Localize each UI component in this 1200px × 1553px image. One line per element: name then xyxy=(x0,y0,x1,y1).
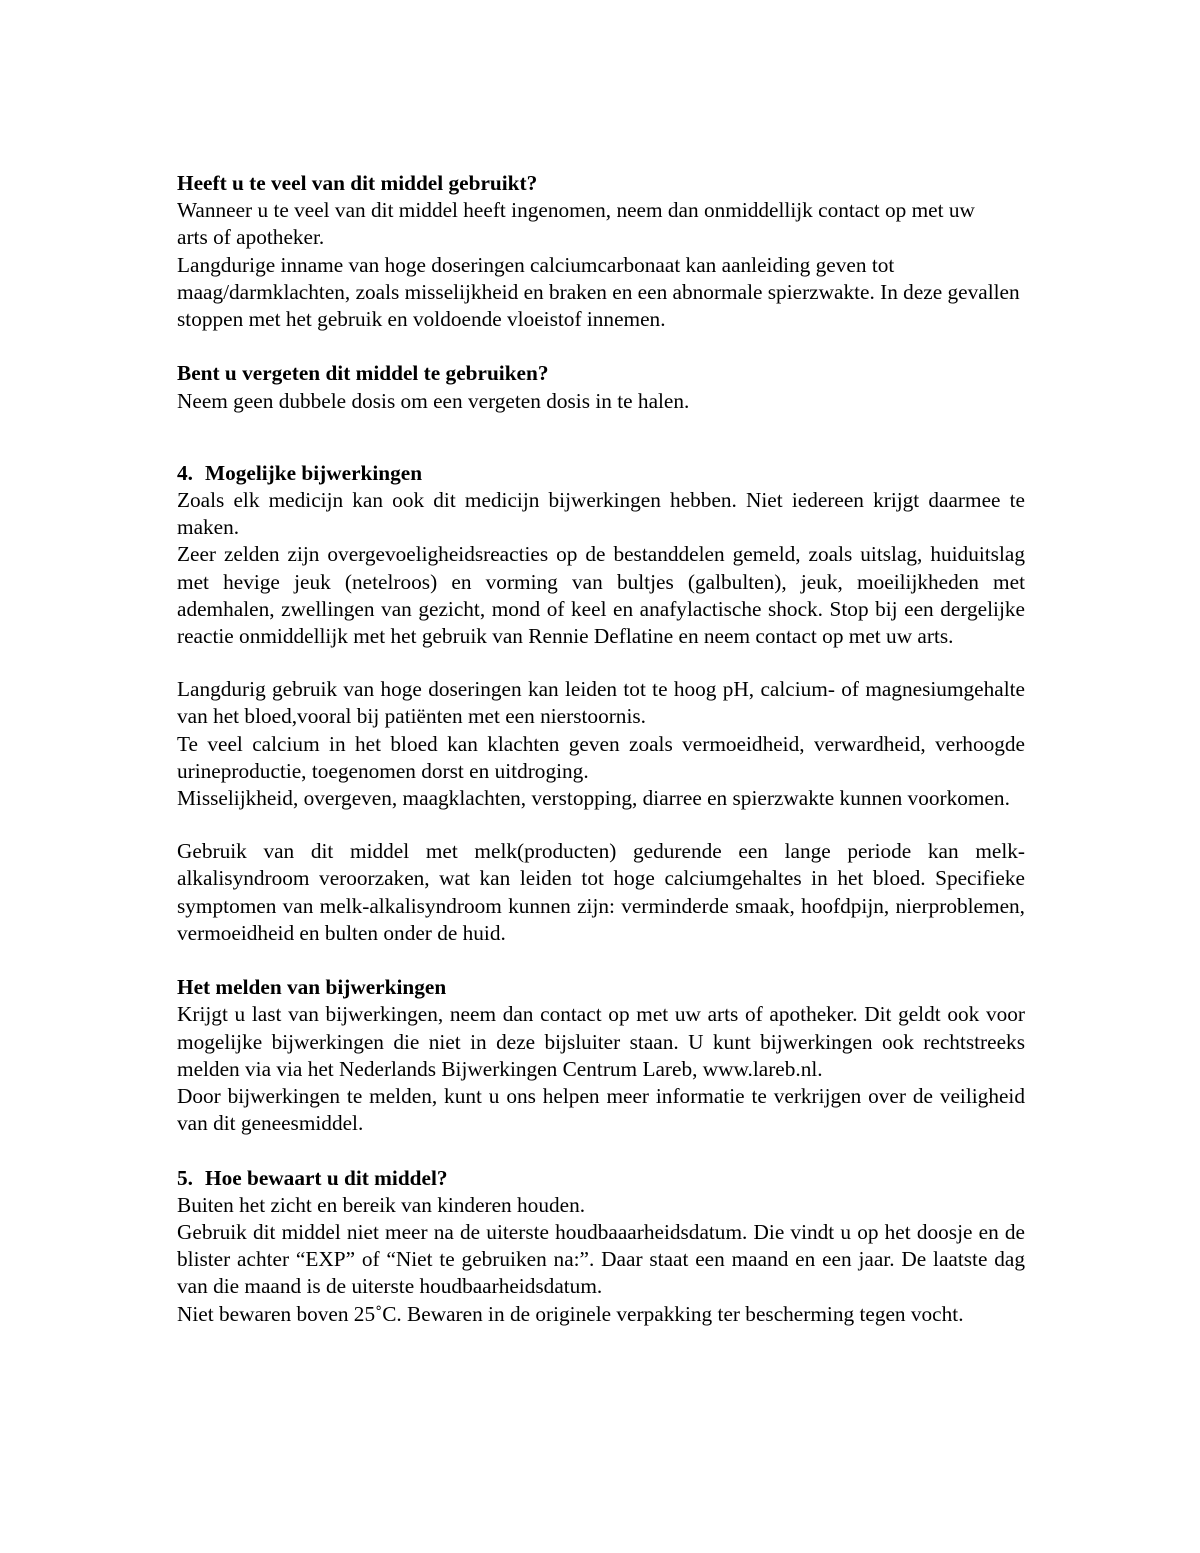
paragraph-storage-children: Buiten het zicht en bereik van kinderen houden. xyxy=(177,1192,586,1217)
paragraph-reporting-contact: Krijgt u last van bijwerkingen, neem dan contact op met uw arts of apotheker. Dit geldt ook voor mogelijke bijwerkingen die niet in deze bijsluiter staan. U kunt bijwerkingen ook rechtstreeks melden via via het Nederlands Bijwerkingen Centrum Lareb, www.lareb.nl. xyxy=(177,1002,1025,1081)
spacer xyxy=(177,333,1025,360)
paragraph-forgotten: Neem geen dubbele dosis om een vergeten dosis in te halen. xyxy=(177,388,690,413)
paragraph-storage-temperature: Niet bewaren boven 25˚C. Bewaren in de originele verpakking ter bescherming tegen vocht. xyxy=(177,1301,964,1326)
section-number: 4. xyxy=(177,460,193,485)
section-number: 5. xyxy=(177,1165,193,1190)
section-heading-storage xyxy=(177,1165,1025,1192)
section-heading-reporting: Het melden van bijwerkingen xyxy=(177,975,447,1000)
spacer xyxy=(177,650,1025,676)
paragraph-overdose-contact: Wanneer u te veel van dit middel heeft ingenomen, neem dan onmiddellijk contact op met uw arts of apotheker. xyxy=(177,198,975,250)
paragraph-side-effects-symptoms: Misselijkheid, overgeven, maagklachten, verstopping, diarree en spierzwakte kunnen voorkomen. xyxy=(177,786,1010,811)
section-heading-side-effects xyxy=(177,460,1025,487)
section-heading-overdose: Heeft u te veel van dit middel gebruikt? xyxy=(177,171,538,195)
document-page xyxy=(177,170,1025,1328)
section-heading-forgotten: Bent u vergeten dit middel te gebruiken? xyxy=(177,361,549,386)
paragraph-side-effects-long-term: Langdurig gebruik van hoge doseringen kan leiden tot te hoog pH, calcium- of magnesiumgehalte van het bloed,vooral bij patiënten met een nierstoornis. xyxy=(177,677,1025,729)
paragraph-storage-expiry: Gebruik dit middel niet meer na de uiterste houdbaaarheidsdatum. Die vindt u op het doosje en de blister achter “EXP” of “Niet te gebruiken na:”. Daar staat een maand en een jaar. De laatste dag van die maand is de uiterste houdbaarheidsdatum. xyxy=(177,1220,1025,1299)
section-title: Hoe bewaart u dit middel? xyxy=(205,1165,448,1190)
spacer xyxy=(177,947,1025,974)
paragraph-side-effects-allergy: Zeer zelden zijn overgevoeligheidsreacties op de bestanddelen gemeld, zoals uitslag, huiduitslag met hevige jeuk (netelroos) en vorming van bultjes (galbulten), jeuk, moeilijkheden met ademhalen, zwellingen van gezicht, mond of keel en anafylactische shock. Stop bij een dergelijke reactie onmiddellijk met het gebruik van Rennie Deflatine en neem contact op met uw arts. xyxy=(177,542,1025,649)
paragraph-reporting-safety: Door bijwerkingen te melden, kunt u ons helpen meer informatie te verkrijgen over de veiligheid van dit geneesmiddel. xyxy=(177,1084,1025,1136)
spacer xyxy=(177,812,1025,838)
paragraph-overdose-long-term: Langdurige inname van hoge doseringen calciumcarbonaat kan aanleiding geven tot maag/darmklachten, zoals misselijkheid en braken en een abnormale spierzwakte. In deze gevallen stoppen met het gebruik en voldoende vloeistof innemen. xyxy=(177,252,1020,332)
paragraph-side-effects-intro: Zoals elk medicijn kan ook dit medicijn bijwerkingen hebben. Niet iedereen krijgt daarmee te maken. xyxy=(177,488,1025,540)
paragraph-side-effects-milk-alkali: Gebruik van dit middel met melk(producten) gedurende een lange periode kan melk-alkalisyndroom veroorzaken, wat kan leiden tot hoge calciumgehaltes in het bloed. Specifieke symptomen van melk-alkalisyndroom kunnen zijn: verminderde smaak, hoofdpijn, nierproblemen, vermoeidheid en bulten onder de huid. xyxy=(177,839,1025,945)
spacer xyxy=(177,415,1025,460)
paragraph-side-effects-calcium: Te veel calcium in het bloed kan klachten geven zoals vermoeidheid, verwardheid, verhoogde urineproductie, toegenomen dorst en uitdroging. xyxy=(177,731,1025,783)
section-title: Mogelijke bijwerkingen xyxy=(205,460,423,485)
spacer xyxy=(177,1137,1025,1164)
